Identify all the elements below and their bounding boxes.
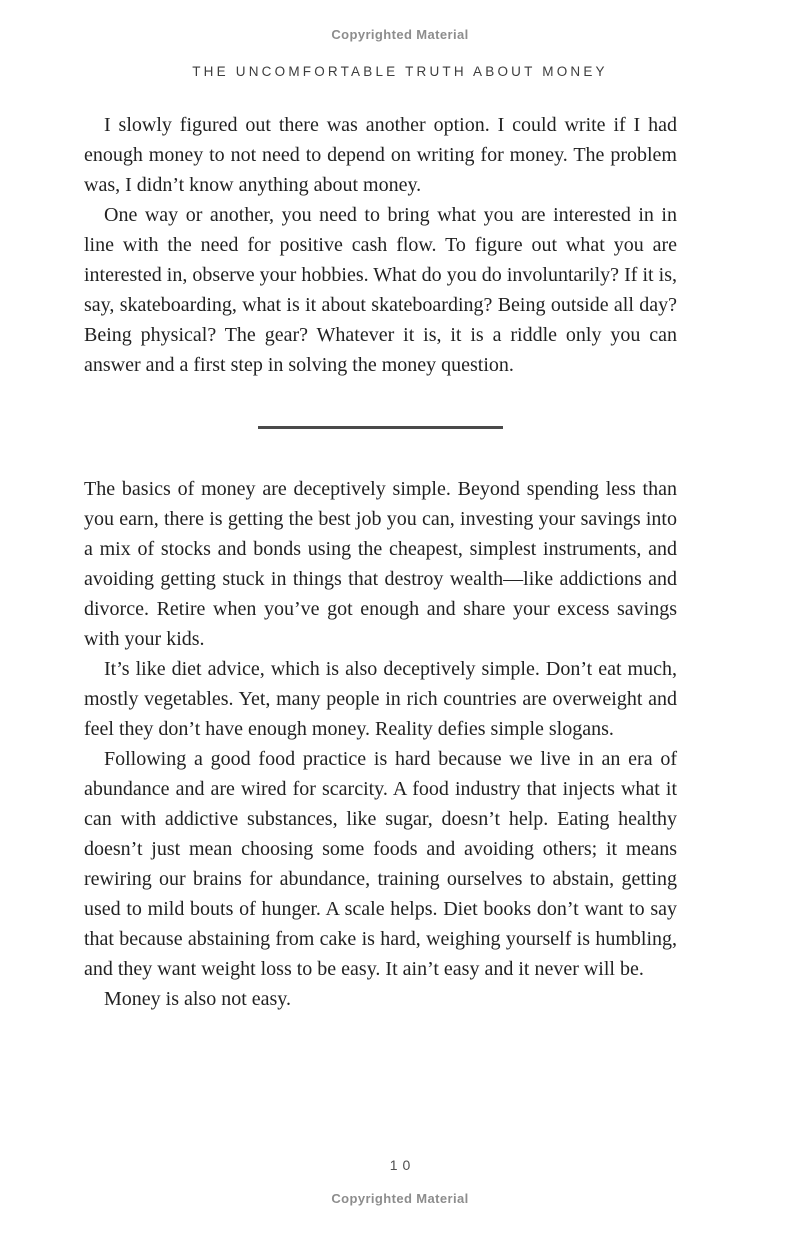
copyright-notice-top: Copyrighted Material: [331, 27, 469, 42]
page-number: 10: [389, 1157, 416, 1173]
page-body: [84, 110, 677, 1014]
paragraph-food-practice: Following a good food practice is hard because we live in an era of abundance and are wired for scarcity. A food industry that injects what it can with addictive substances, like sugar, doesn’t help. Eating healthy doesn’t just mean choosing some foods and avoiding others; it means rewiring our brains for abundance, training ourselves to abstain, getting used to mild bouts of hunger. A scale helps. Diet books don’t want to say that because abstaining from cake is hard, weighing yourself is humbling, and they want weight loss to be easy. It ain’t easy and it never will be.: [84, 748, 677, 980]
paragraph-one-way-or-another: One way or another, you need to bring what you are interested in in line with the need for positive cash flow. To figure out what you are interested in, observe your hobbies. What do you do involuntarily? If it is, say, skateboarding, what is it about skateboarding? Being outside all day? Being physical? The gear? Whatever it is, it is a riddle only you can answer and a first step in solving the money question.: [84, 204, 677, 376]
section-divider-rule: [258, 426, 503, 429]
paragraph-money-not-easy: Money is also not easy.: [104, 988, 292, 1010]
paragraph-diet-advice: It’s like diet advice, which is also deceptively simple. Don’t eat much, mostly vegetables. Yet, many people in rich countries are overweight and feel they don’t have enough money. Reality defies simple slogans.: [84, 658, 677, 740]
paragraph-another-option: I slowly figured out there was another option. I could write if I had enough money to not need to depend on writing for money. The problem was, I didn’t know anything about money.: [84, 114, 677, 196]
running-head: THE UNCOMFORTABLE TRUTH ABOUT MONEY: [192, 64, 608, 79]
paragraph-basics-of-money: The basics of money are deceptively simple. Beyond spending less than you earn, there is getting the best job you can, investing your savings into a mix of stocks and bonds using the cheapest, simplest instruments, and avoiding getting stuck in things that destroy wealth—like addictions and divorce. Retire when you’ve got enough and share your excess savings with your kids.: [84, 478, 677, 650]
copyright-notice-bottom: Copyrighted Material: [331, 1191, 469, 1206]
